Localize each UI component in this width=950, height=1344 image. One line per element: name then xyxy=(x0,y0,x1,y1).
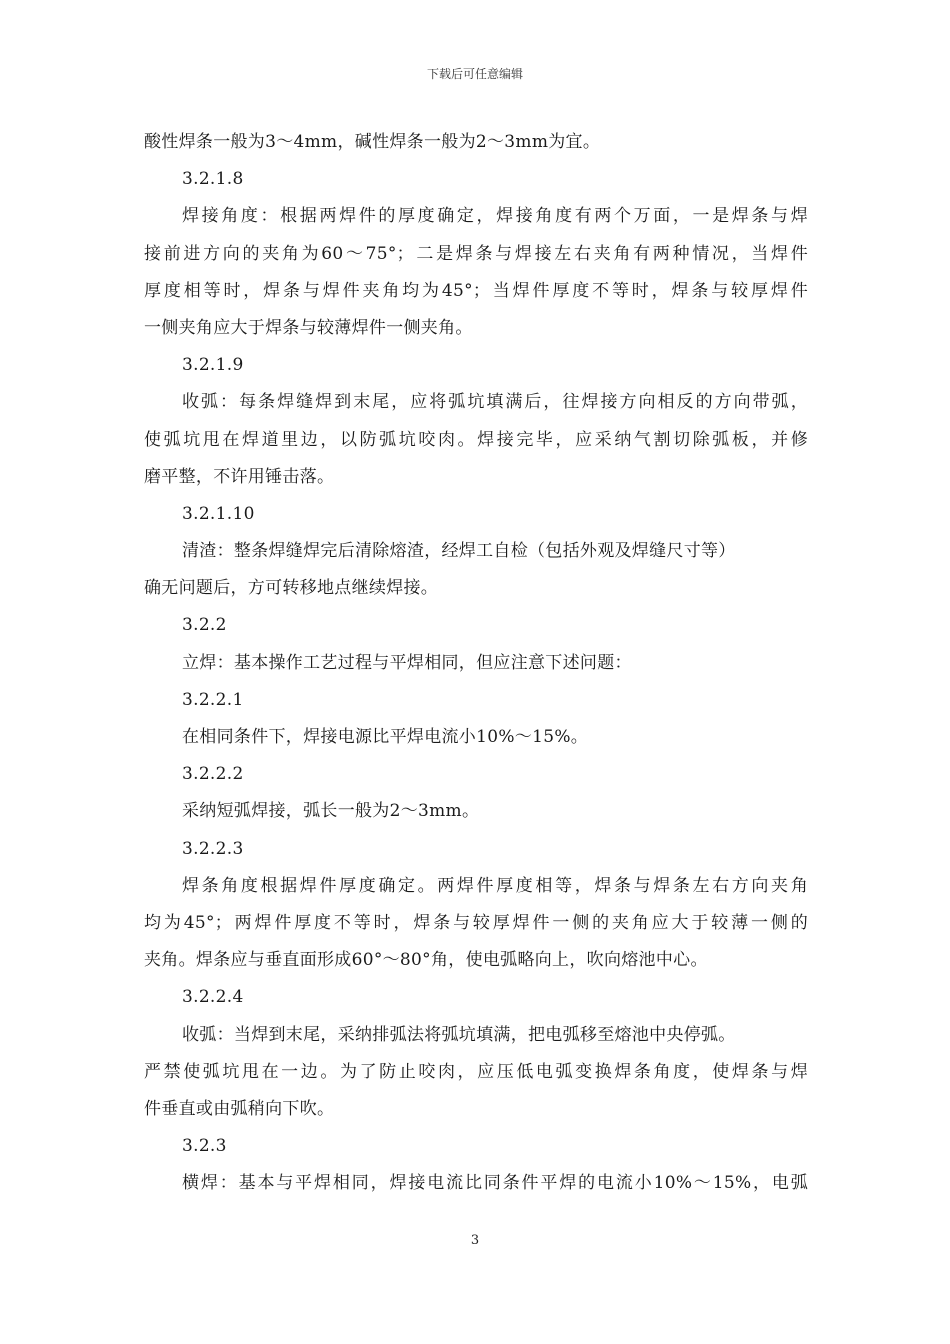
page-header: 下载后可任意编辑 xyxy=(426,67,523,81)
text-line: 酸性焊条一般为3～4mm，碱性焊条一般为2～3mm为宜。 xyxy=(144,132,601,152)
section-number: 3.2.3 xyxy=(182,1136,227,1157)
section-number: 3.2.2.1 xyxy=(182,689,244,710)
section-number: 3.2.1.9 xyxy=(182,355,244,376)
text-line: 收弧：每条焊缝焊到末尾，应将弧坑填满后，往焊接方向相反的方向带弧， xyxy=(182,392,808,413)
text-line: 夹角。焊条应与垂直面形成60°～80°角，使电弧略向上，吹向熔池中心。 xyxy=(144,950,708,971)
text-line: 严禁使弧坑甩在一边。为了防止咬肉，应压低电弧变换焊条角度，使焊条与焊 xyxy=(144,1061,808,1082)
text-line: 使弧坑甩在焊道里边，以防弧坑咬肉。焊接完毕，应采纳气割切除弧板，并修 xyxy=(144,429,808,450)
document-body xyxy=(144,124,808,1202)
section-number: 3.2.1.10 xyxy=(182,503,255,524)
text-line: 焊接角度：根据两焊件的厚度确定，焊接角度有两个万面，一是焊条与焊 xyxy=(182,206,808,227)
section-number: 3.2.2.3 xyxy=(182,838,244,859)
text-line: 确无问题后，方可转移地点继续焊接。 xyxy=(144,578,439,599)
text-line: 在相同条件下，焊接电源比平焊电流小10%～15%。 xyxy=(182,727,589,747)
text-line: 立焊：基本操作工艺过程与平焊相同，但应注意下述问题： xyxy=(182,652,632,673)
text-line: 件垂直或由弧稍向下吹。 xyxy=(144,1098,335,1119)
text-line: 厚度相等时，焊条与焊件夹角均为45°；当焊件厚度不等时，焊条与较厚焊件 xyxy=(144,280,808,301)
text-line: 磨平整，不许用锤击落。 xyxy=(144,466,335,487)
text-line: 一侧夹角应大于焊条与较薄焊件一侧夹角。 xyxy=(144,317,473,338)
text-line: 接前进方向的夹角为60～75°；二是焊条与焊接左右夹角有两种情况，当焊件 xyxy=(144,243,808,264)
section-number: 3.2.2.2 xyxy=(182,764,244,785)
page-number: 3 xyxy=(470,1233,480,1248)
text-line: 横焊：基本与平焊相同，焊接电流比同条件平焊的电流小10%～15%，电弧 xyxy=(182,1173,808,1194)
text-line: 清渣：整条焊缝焊完后清除熔渣，经焊工自检（包括外观及焊缝尺寸等） xyxy=(182,541,736,562)
section-number: 3.2.2.4 xyxy=(182,987,244,1008)
text-line: 焊条角度根据焊件厚度确定。两焊件厚度相等，焊条与焊条左右方向夹角 xyxy=(182,875,808,896)
section-number: 3.2.2 xyxy=(182,615,227,636)
text-line: 收弧：当焊到末尾，采纳排弧法将弧坑填满，把电弧移至熔池中央停弧。 xyxy=(182,1024,736,1045)
text-line: 均为45°；两焊件厚度不等时，焊条与较厚焊件一侧的夹角应大于较薄一侧的 xyxy=(144,912,808,933)
section-number: 3.2.1.8 xyxy=(182,169,244,190)
text-line: 采纳短弧焊接，弧长一般为2～3mm。 xyxy=(182,801,480,822)
